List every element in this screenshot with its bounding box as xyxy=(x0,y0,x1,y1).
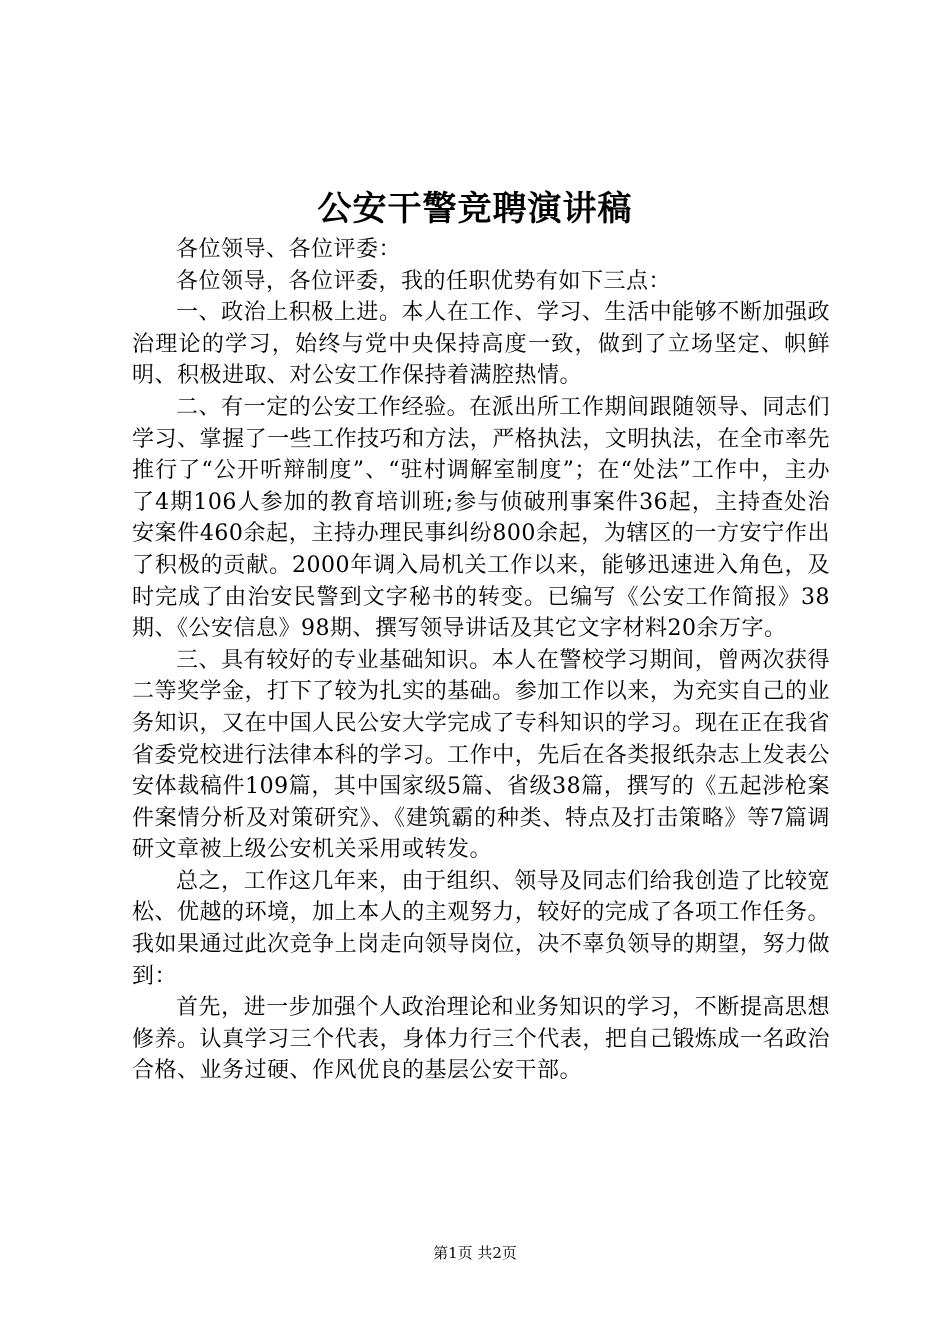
paragraph-intro: 各位领导，各位评委，我的任职优势有如下三点： xyxy=(176,268,672,294)
page-footer: 第1页 共2页 xyxy=(433,1244,517,1262)
document-title: 公安干警竞聘演讲稿 xyxy=(317,189,633,229)
paragraph-summary: 总之，工作这几年来，由于组织、领导及同志们给我创造了比较宽松、优越的环境，加上本人的主观努力，较好的完成了各项工作任务。我如果通过此次竞争上岗走向领导岗位，决不辜负领导的期望，努力做到： xyxy=(132,868,830,989)
paragraph-point-1: 一、政治上积极上进。本人在工作、学习、生活中能够不断加强政治理论的学习，始终与党中央保持高度一致，做到了立场坚定、帜鲜明、积极进取、对公安工作保持着满腔热情。 xyxy=(132,300,830,389)
paragraph-first-commitment: 首先，进一步加强个人政治理论和业务知识的学习，不断提高思想修养。认真学习三个代表，身体力行三个代表，把自己锻炼成一名政治合格、业务过硬、作风优良的基层公安干部。 xyxy=(132,995,830,1084)
salutation: 各位领导、各位评委： xyxy=(176,237,402,262)
paragraph-point-3: 三、具有较好的专业基础知识。本人在警校学习期间，曾两次获得二等奖学金，打下了较为扎实的基础。参加工作以来，为充实自己的业务知识，又在中国人民公安大学完成了专科知识的学习。现在正在我省省委党校进行法律本科的学习。工作中，先后在各类报纸杂志上发表公安体裁稿件109篇，其中国家级5篇、省级38篇，撰写的《五起涉枪案件案情分析及对策研究》、《建筑霸的种类、特点及打击策略》等7篇调研文章被上级公安机关采用或转发。 xyxy=(132,647,830,863)
paragraph-point-2: 二、有一定的公安工作经验。在派出所工作期间跟随领导、同志们学习、掌握了一些工作技巧和方法，严格执法，文明执法，在全市率先推行了“公开听辩制度”、“驻村调解室制度”；在“处法”工作中，主办了4期106人参加的教育培训班;参与侦破刑事案件36起，主持查处治安案件460余起，主持办理民事纠纷800余起，为辖区的一方安宁作出了积极的贡献。2000年调入局机关工作以来，能够迅速进入角色，及时完成了由治安民警到文字秘书的转变。已编写《公安工作简报》38期、《公安信息》98期、撰写领导讲话及其它文字材料20余万字。 xyxy=(132,394,830,642)
document-body xyxy=(132,234,830,1087)
